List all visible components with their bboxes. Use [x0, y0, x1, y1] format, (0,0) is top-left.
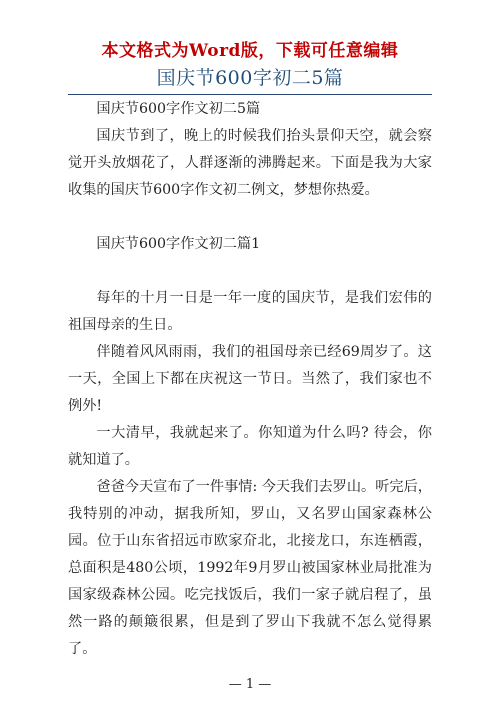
page-number: — 1 —: [228, 677, 272, 692]
format-notice-banner: 本文格式为Word版，下载可任意编辑: [101, 41, 399, 61]
paragraph-spacer: [68, 258, 432, 285]
paragraph: 每年的十月一日是一年一度的国庆节，是我们宏伟的祖国母亲的生日。: [68, 290, 432, 333]
document-body: [68, 96, 432, 663]
paragraph: 伴随着风风雨雨，我们的祖国母亲已经69周岁了。这一天，全国上下都在庆祝这一节日。当然了，我们家也不例外!: [68, 344, 432, 414]
paragraph: 一大清早，我就起来了。你知道为什么吗? 待会，你就知道了。: [68, 425, 432, 468]
paragraph: 爸爸今天宣布了一件事情: 今天我们去罗山。听完后，我特别的冲动，据我所知，罗山，又名罗山国家森林公园。位于山东省招远市欧家夼北，北接龙口，东连栖霞，总面积是480公顷，1992年9月罗山被国家林业局批准为国家级森林公园。吃完找饭后，我们一家子就启程了，虽然一路的颠簸很累，但是到了罗山下我就不怎么觉得累了。: [68, 479, 432, 657]
paragraph-intro: 国庆节到了，晚上的时候我们抬头景仰天空，就会察觉开头放烟花了，人群逐渐的沸腾起来。下面是我为大家收集的国庆节600字作文初二例文，梦想你热爱。: [68, 128, 432, 198]
header-divider: [68, 94, 432, 95]
paragraph-spacer: [68, 204, 432, 231]
document-title: 国庆节600字初二5篇: [156, 67, 344, 89]
paragraph-heading: 国庆节600字作文初二5篇: [96, 101, 261, 117]
section-heading: 国庆节600字作文初二篇1: [96, 236, 261, 252]
